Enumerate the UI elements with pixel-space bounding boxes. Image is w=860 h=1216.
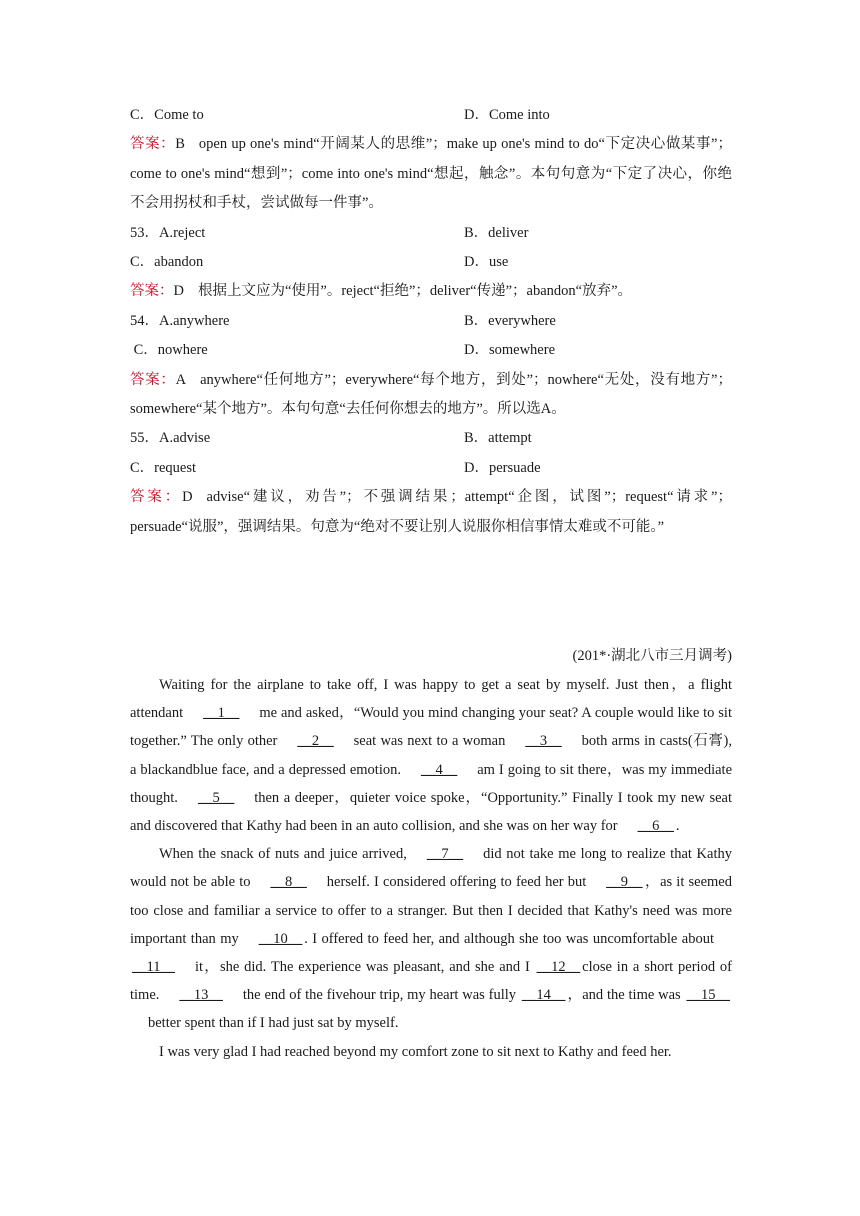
- answer-label: 答案：: [130, 283, 174, 300]
- passage-text: ，and the time was: [567, 987, 681, 1004]
- passage-text: . I offered to feed her, and although she too was uncomfortable about: [304, 930, 715, 947]
- option-d: D．use: [464, 254, 509, 270]
- passage-text: did not take me long to realize that Kathy would not be able to: [130, 846, 732, 891]
- option-row: [130, 336, 732, 365]
- passage-text: herself. I considered offering to feed her but: [326, 874, 587, 891]
- blank-10: __10__: [258, 930, 303, 947]
- blank-4: __4__: [421, 761, 458, 778]
- option-c: C．Come to: [130, 107, 204, 123]
- passage-paragraph: [130, 671, 732, 840]
- option-d: D．somewhere: [464, 342, 556, 359]
- option-d: D．Come into: [464, 107, 550, 123]
- passage-text: it，she did. The experience was pleasant, and she and I: [194, 959, 530, 976]
- blank-6: __6__: [637, 818, 674, 834]
- blank-1: __1__: [203, 705, 240, 722]
- option-row: [130, 454, 732, 483]
- passage-text: When the snack of nuts and juice arrived,: [159, 846, 407, 863]
- option-b: B．deliver: [464, 224, 529, 241]
- answer-text: advise“建议，劝告”；不强调结果；attempt“企图，试图”；request“请求”；persuade“说服”，强调结果。句意为“绝对不要让别人说服你相信事情太难或不可能。”: [130, 489, 732, 535]
- option-row: [130, 101, 732, 130]
- passage-text: both arms in casts(石膏), a blackandblue face, and a depressed emotion.: [130, 733, 732, 778]
- option-a: 54．A.anywhere: [130, 312, 230, 329]
- answer-text: 根据上文应为“使用”。reject“拒绝”；deliver“传递”；abandon“放弃”。: [197, 283, 633, 300]
- blank-11: __11__: [132, 959, 175, 976]
- answer-label: 答案：: [130, 489, 183, 506]
- passage-text: ，as it seemed too close and familiar a service to offer to a stranger. But then I decided that Kathy's need was more important than my: [130, 874, 732, 947]
- passage-text: better spent than if I had just sat by myself.: [148, 1015, 399, 1032]
- blank-5: __5__: [197, 789, 235, 806]
- answer-label: 答案：: [130, 136, 176, 153]
- passage-text: the end of the fivehour trip, my heart was fully: [242, 987, 517, 1004]
- option-row: [130, 219, 732, 248]
- passage-text: am I going to sit there，was my immediate thought.: [130, 761, 733, 806]
- blank-2: __2__: [297, 733, 334, 750]
- answer-key: A: [175, 371, 187, 388]
- passage-text: .: [675, 818, 680, 834]
- option-a: 55．A.advise: [130, 430, 211, 447]
- blank-9: __9__: [606, 874, 643, 891]
- blank-12: __12__: [536, 959, 581, 976]
- blank-15: __15__: [686, 987, 730, 1004]
- answer-key: D: [182, 489, 193, 506]
- content: [130, 101, 732, 1066]
- answer-block: [130, 277, 732, 306]
- option-row: [130, 307, 732, 336]
- passage-text: seat was next to a woman: [353, 733, 506, 750]
- answer-block: [130, 366, 732, 425]
- answer-block: [130, 130, 732, 218]
- passage-paragraph: [130, 1038, 732, 1066]
- blank-8: __8__: [270, 874, 307, 891]
- option-b: B．everywhere: [464, 312, 556, 329]
- option-c: C．nowhere: [130, 342, 208, 359]
- blank-13: __13__: [179, 987, 223, 1004]
- passage-text: I was very glad I had reached beyond my comfort zone to sit next to Kathy and feed her.: [159, 1043, 672, 1060]
- passage-paragraph: [130, 840, 732, 1037]
- answer-key: D: [173, 283, 184, 300]
- answer-text: open up one's mind“开阔某人的思维”；make up one's mind to do“下定决心做某事”；come to one's mind“想到”；come into one's mind“想起，触念”。本句句意为“下定了决心，你绝不会用拐杖和手杖，尝试做每一件事”。: [130, 136, 732, 212]
- passage-text: me and asked，“Would you mind changing your seat? A couple would like to sit together.” The only other: [130, 705, 732, 750]
- answer-text: anywhere“任何地方”；everywhere“每个地方，到处”；nowhere“无处，没有地方”；somewhere“某个地方”。本句句意“去任何你想去的地方”。所以选A。: [130, 371, 732, 417]
- blank-3: __3__: [525, 733, 562, 750]
- passage-text: Waiting for the airplane to take off, I was happy to get a seat by myself. Just then，a flight attendant: [130, 676, 732, 722]
- passage-text: close in a short period of time.: [130, 959, 732, 1004]
- option-b: B．attempt: [464, 430, 532, 447]
- blank-14: __14__: [521, 987, 566, 1004]
- option-row: [130, 424, 732, 453]
- option-d: D．persuade: [464, 459, 541, 476]
- option-a: 53．A.reject: [130, 224, 206, 241]
- passage-text: then a deeper，quieter voice spoke，“Opportunity.” Finally I took my new seat and discovered that Kathy had been in an auto collision, and she was on her way for: [130, 789, 732, 834]
- option-c: C．request: [130, 459, 197, 476]
- answer-block: [130, 483, 732, 542]
- blank-7: __7__: [426, 846, 464, 863]
- answer-label: 答案：: [130, 371, 176, 388]
- answer-key: B: [175, 136, 185, 153]
- passage-source: (201*·湖北八市三月调考): [572, 647, 732, 664]
- option-row: [130, 248, 732, 277]
- option-c: C．abandon: [130, 254, 204, 270]
